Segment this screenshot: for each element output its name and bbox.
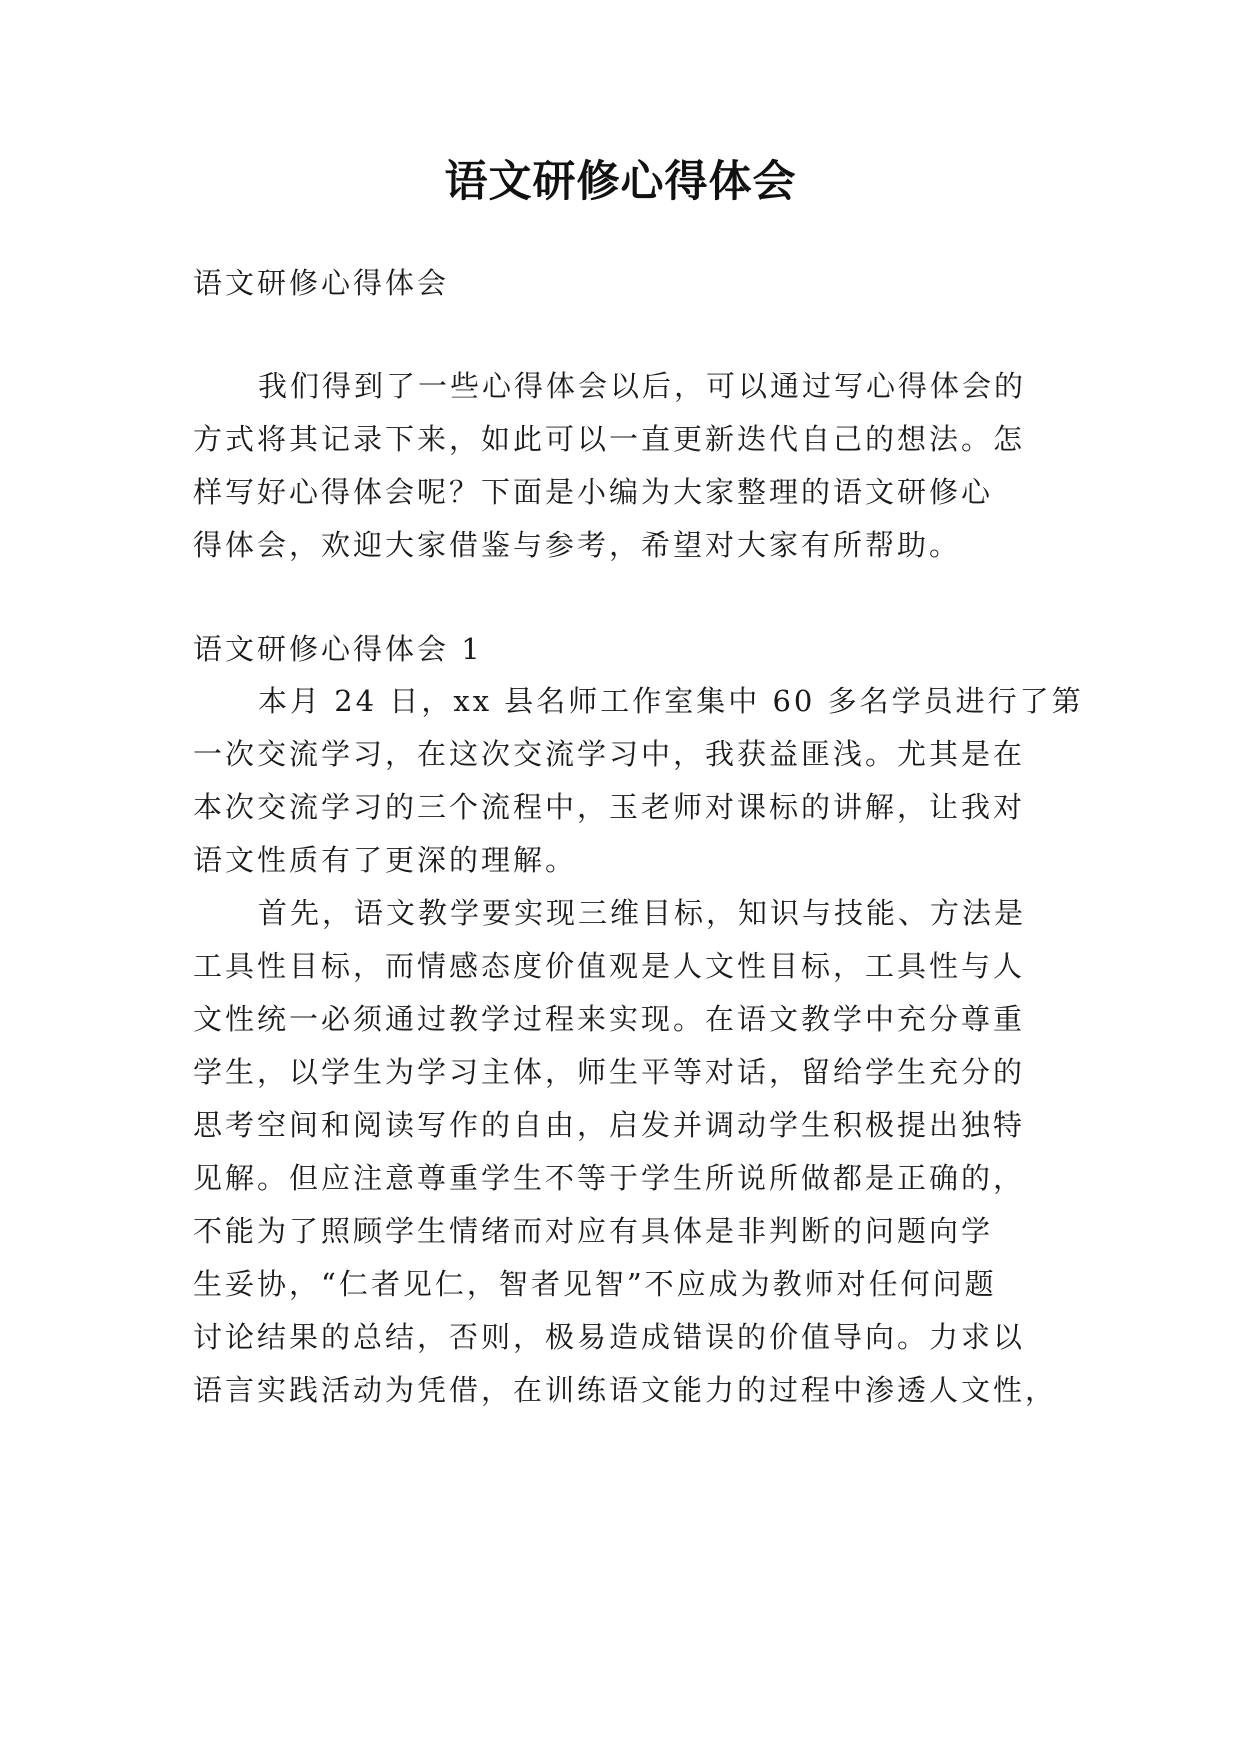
para2-line-3: 文性统一必须通过教学过程来实现。在语文教学中充分尊重 <box>193 1002 1026 1036</box>
para2-line-1: 首先，语文教学要实现三维目标，知识与技能、方法是 <box>258 896 1027 930</box>
para1-line-3: 本次交流学习的三个流程中，玉老师对课标的讲解，让我对 <box>193 790 1026 824</box>
para1-line-1: 本月 24 日，xx 县名师工作室集中 60 多名学员进行了第 <box>258 684 1084 718</box>
intro-line-4: 得体会，欢迎大家借鉴与参考，希望对大家有所帮助。 <box>193 528 962 562</box>
document-subtitle: 语文研修心得体会 <box>193 266 450 300</box>
para2-line-10: 语言实践活动为凭借，在训练语文能力的过程中渗透人文性， <box>193 1373 1058 1407</box>
para2-line-6: 见解。但应注意尊重学生不等于学生所说所做都是正确的， <box>193 1161 1026 1195</box>
para1-line-2: 一次交流学习，在这次交流学习中，我获益匪浅。尤其是在 <box>193 737 1026 771</box>
para2-line-9: 讨论结果的总结，否则，极易造成错误的价值导向。力求以 <box>193 1320 1026 1354</box>
para2-line-5: 思考空间和阅读写作的自由，启发并调动学生积极提出独特 <box>193 1108 1026 1142</box>
para2-line-8: 生妥协，“仁者见仁，智者见智”不应成为教师对任何问题 <box>193 1267 997 1301</box>
document-title: 语文研修心得体会 <box>444 157 797 207</box>
section-heading: 语文研修心得体会 1 <box>193 632 483 666</box>
intro-line-2: 方式将其记录下来，如此可以一直更新迭代自己的想法。怎 <box>193 422 1026 456</box>
para2-line-7: 不能为了照顾学生情绪而对应有具体是非判断的问题向学 <box>193 1214 994 1248</box>
para2-line-2: 工具性目标，而情感态度价值观是人文性目标，工具性与人 <box>193 949 1026 983</box>
para1-line-4: 语文性质有了更深的理解。 <box>193 843 578 877</box>
intro-line-3: 样写好心得体会呢？下面是小编为大家整理的语文研修心 <box>193 475 994 509</box>
para2-line-4: 学生，以学生为学习主体，师生平等对话，留给学生充分的 <box>193 1055 1026 1089</box>
intro-line-1: 我们得到了一些心得体会以后，可以通过写心得体会的 <box>258 369 1027 403</box>
